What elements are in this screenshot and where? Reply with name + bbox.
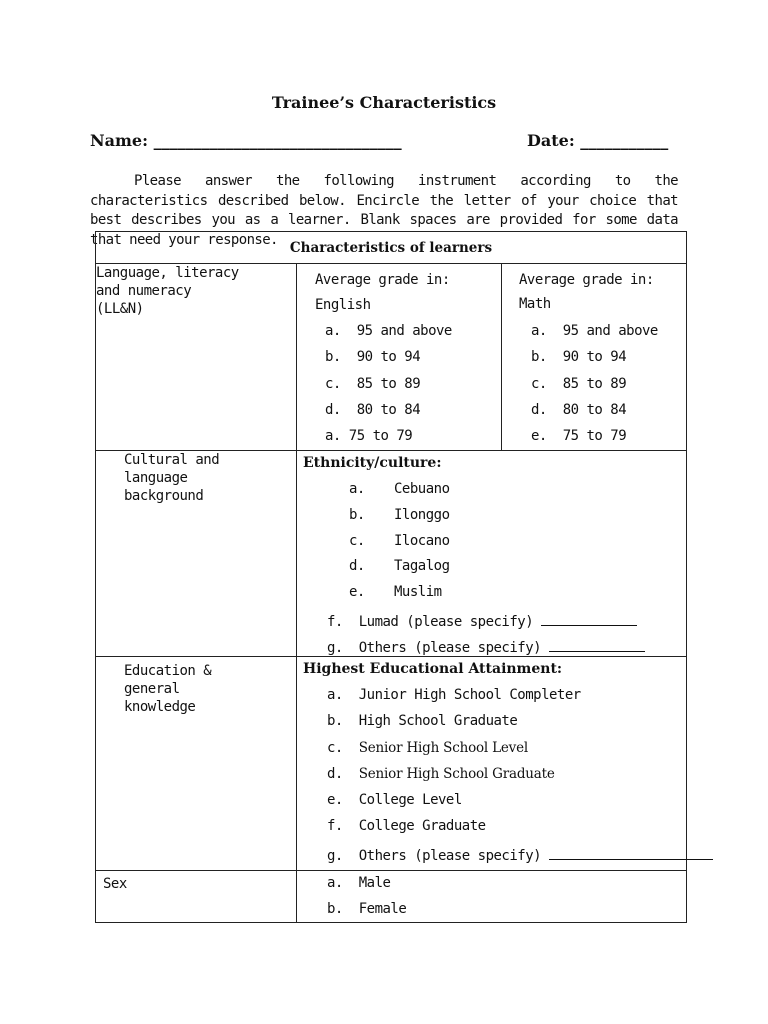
education-others-item[interactable]: g. Others (please specify) — [327, 845, 713, 864]
list-item[interactable]: b. Female — [327, 901, 407, 917]
list-item[interactable]: d. 80 to 84 — [531, 402, 627, 418]
list-item[interactable]: b. 90 to 94 — [531, 349, 627, 365]
ethnicity-heading: Ethnicity/culture: — [303, 455, 442, 471]
category-label: Education & general knowledge — [124, 663, 212, 715]
math-subject: Math — [519, 296, 551, 312]
list-item[interactable]: c. 85 to 89 — [531, 376, 627, 392]
category-label: Sex — [103, 876, 127, 892]
education-heading: Highest Educational Attainment: — [303, 661, 563, 677]
category-sex — [96, 871, 297, 923]
others-specify-item[interactable]: g. Others (please specify) — [327, 637, 645, 656]
list-item[interactable]: f. College Graduate — [327, 818, 486, 834]
page-title: Trainee’s Characteristics — [271, 93, 497, 112]
category-culture — [96, 451, 297, 657]
table-header: Characteristics of learners — [96, 232, 687, 264]
list-item[interactable]: e. College Level — [327, 792, 462, 808]
english-subject: English — [315, 297, 371, 313]
english-heading: Average grade in: — [315, 272, 450, 288]
ethnicity-cell — [297, 451, 687, 657]
lumad-specify-item[interactable]: f. Lumad (please specify) — [327, 611, 637, 630]
english-grade-cell — [297, 264, 502, 451]
lumad-specify-blank[interactable] — [541, 611, 637, 626]
list-item[interactable]: d. Tagalog — [349, 558, 450, 574]
education-others-blank[interactable] — [549, 845, 713, 860]
list-item[interactable]: a. Cebuano — [349, 481, 450, 497]
date-field[interactable]: Date: ___________ — [527, 131, 669, 150]
sex-cell — [297, 871, 687, 923]
list-item[interactable]: c. 85 to 89 — [325, 376, 421, 392]
list-item[interactable]: b. High School Graduate — [327, 713, 518, 729]
list-item[interactable]: a. 75 to 79 — [325, 428, 413, 444]
math-heading: Average grade in: — [519, 272, 654, 288]
list-item[interactable]: e. Muslim — [349, 584, 442, 600]
math-grade-cell — [502, 264, 687, 451]
list-item[interactable]: a. 95 and above — [325, 323, 452, 339]
name-field[interactable]: Name: _______________________________ — [90, 131, 402, 150]
others-specify-blank[interactable] — [549, 637, 645, 652]
category-education — [96, 657, 297, 871]
list-item[interactable]: d. 80 to 84 — [325, 402, 421, 418]
list-item[interactable]: c. Senior High School Level — [327, 740, 529, 756]
instructions-text: Please answer the following instrument according to the characteristics described below. Encircle the letter of your choice that best describes you as a learner. Blank spaces are provided for some data that need your response. — [90, 173, 678, 248]
list-item[interactable]: c. Ilocano — [349, 533, 450, 549]
name-date-row — [90, 131, 680, 150]
list-item[interactable]: b. Ilonggo — [349, 507, 450, 523]
list-item[interactable]: a. 95 and above — [531, 323, 658, 339]
category-label: Language, literacy and numeracy (LL&N) — [96, 265, 239, 317]
list-item[interactable]: a. Male — [327, 875, 391, 891]
list-item[interactable]: b. 90 to 94 — [325, 349, 421, 365]
list-item[interactable]: d. Senior High School Graduate — [327, 766, 555, 782]
characteristics-table — [95, 231, 687, 923]
education-cell — [297, 657, 687, 871]
category-llan — [96, 264, 297, 451]
category-label: Cultural and language background — [124, 452, 220, 504]
list-item[interactable]: e. 75 to 79 — [531, 428, 627, 444]
list-item[interactable]: a. Junior High School Completer — [327, 687, 581, 703]
